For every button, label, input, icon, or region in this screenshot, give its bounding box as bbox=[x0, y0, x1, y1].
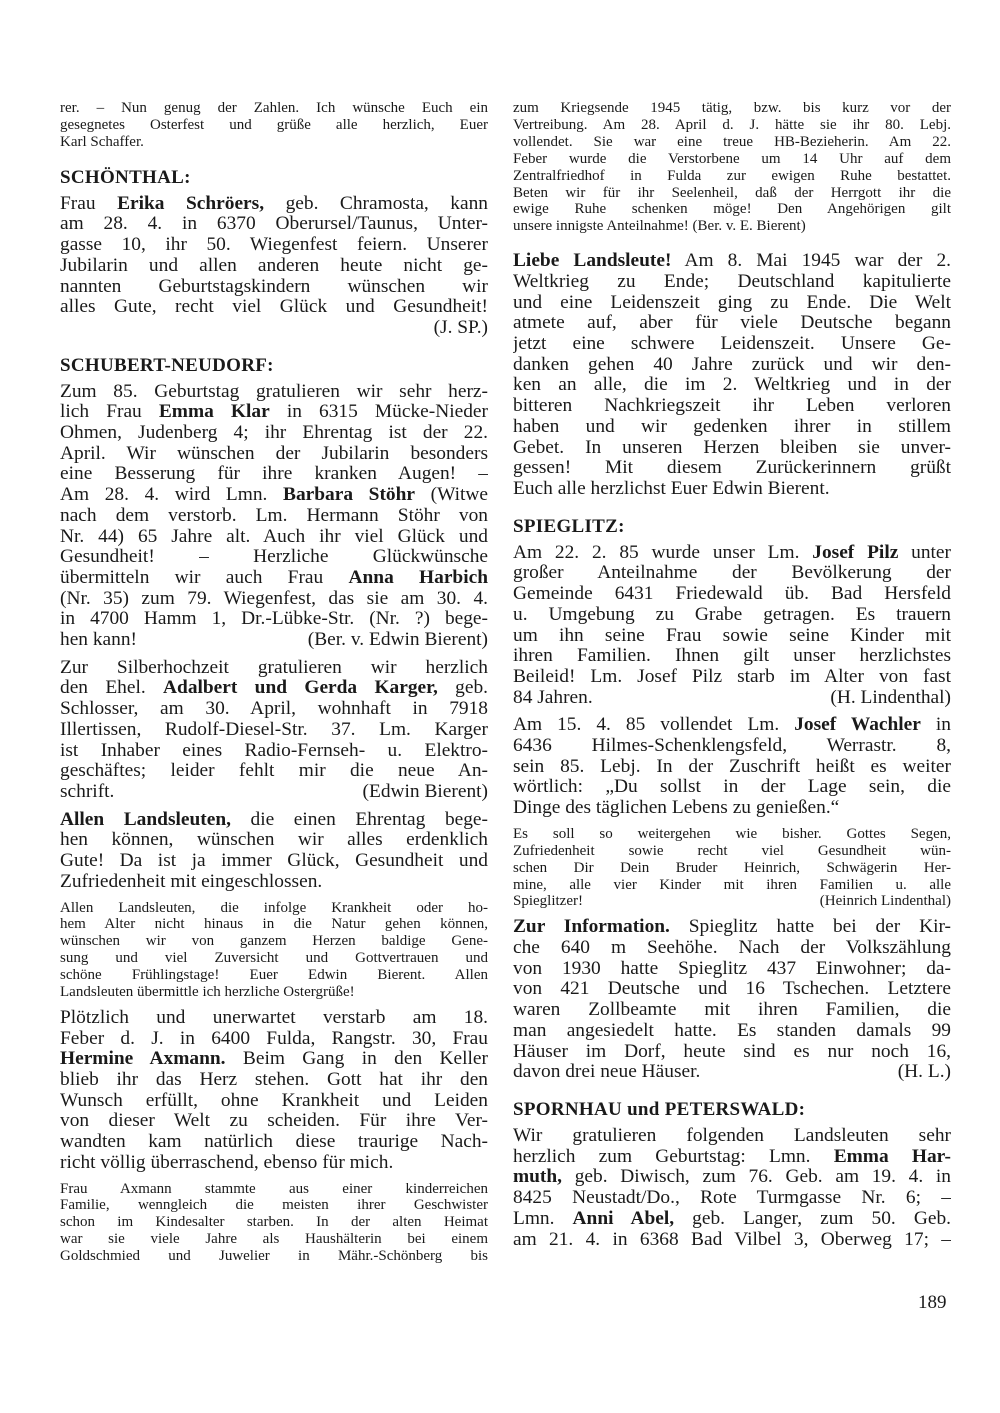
text-line bbox=[60, 402, 488, 423]
text-line: Gebet. In unseren Herzen bleiben sie unver- bbox=[513, 437, 951, 458]
text-run: geb. Chramosta, kann bbox=[264, 193, 488, 214]
text-line: ist Inhaber eines Radio-Fernseh- u. Elektro- bbox=[60, 740, 488, 761]
text-line: Es soll so weitergehen wie bisher. Gottes Segen, bbox=[513, 825, 951, 842]
paragraph bbox=[513, 715, 951, 819]
text-line bbox=[60, 782, 488, 803]
text-line: Zufriedenheit mit eingeschlossen. bbox=[60, 871, 323, 892]
bold-name: Josef Wachler bbox=[794, 715, 921, 736]
bold-name: muth, bbox=[513, 1167, 563, 1188]
bold-name: Emma Har- bbox=[833, 1146, 951, 1167]
attribution: (Heinrich Lindenthal) bbox=[819, 893, 951, 910]
text-run: geb. Langer, zum 50. Geb. bbox=[674, 1208, 951, 1229]
text-line bbox=[513, 1062, 951, 1083]
attribution: (J. SP.) bbox=[433, 317, 488, 338]
text-line: Zentralfriedhof in Fulda zur ewigen Ruhe bestattet. bbox=[513, 167, 951, 184]
paragraph bbox=[513, 917, 951, 1083]
text-line: von dieser Welt zu scheiden. Für ihre Ver- bbox=[60, 1111, 488, 1132]
paragraph bbox=[60, 810, 488, 893]
text-line: geschäftes; leider fehlt mir die neue An- bbox=[60, 761, 488, 782]
text-line: bitteren Nachkriegszeit ihr Leben verloren bbox=[513, 396, 951, 417]
text-line: gasse 10, ihr 50. Wiegenfest feiern. Unserer bbox=[60, 235, 488, 256]
text-line bbox=[513, 688, 951, 709]
text-line: Wunsch erfüllt, ohne Krankheit und Leiden bbox=[60, 1090, 488, 1111]
paragraph bbox=[60, 1008, 488, 1174]
text-run: geb. bbox=[437, 678, 488, 699]
text-run: Am 15. 4. 85 vollendet Lm. bbox=[513, 715, 795, 736]
right-column bbox=[513, 100, 951, 1257]
text-line: SPIEGLITZ: bbox=[513, 515, 625, 537]
text-run: Am 8. Mai 1945 war der 2. bbox=[671, 251, 951, 272]
paragraph bbox=[60, 194, 488, 339]
text-line: war sie viele Jahre als Haushälterin bei einem bbox=[60, 1231, 488, 1248]
text-run: unter bbox=[898, 542, 951, 563]
text-line: richt völlig überraschend, ebenso für mich. bbox=[60, 1152, 394, 1173]
small-paragraph bbox=[60, 1181, 488, 1266]
text-line: wörtlich: „Du sollst in der Lage sein, die bbox=[513, 777, 951, 798]
paragraph bbox=[513, 1126, 951, 1250]
bold-name: Josef Pilz bbox=[812, 542, 899, 563]
text-line: um ihn seine Frau sowie seine Kinder mit bbox=[513, 625, 951, 646]
text-line bbox=[513, 715, 951, 736]
attribution: (Ber. v. Edwin Bierent) bbox=[307, 630, 488, 651]
text-line: Karl Schaffer. bbox=[60, 133, 144, 150]
text-line: nach dem verstorb. Lm. Hermann Stöhr von bbox=[60, 505, 488, 526]
text-line bbox=[513, 1167, 951, 1188]
bold-name: Allen Landsleuten, bbox=[60, 809, 231, 830]
text-line: sung und viel Zuversicht und Gottvertrauen und bbox=[60, 950, 488, 967]
text-run: Spieglitz hatte bei der Kir- bbox=[669, 917, 951, 938]
text-line: Ohmen, Judenberg 4; ihr Ehrentag ist der 22. bbox=[60, 423, 488, 444]
text-line: Zur Silberhochzeit gratulieren wir herzlich bbox=[60, 657, 488, 678]
page-number: 189 bbox=[918, 1292, 947, 1313]
text-line: Euch alle herzlichst Euer Edwin Bierent. bbox=[513, 478, 830, 499]
text-line bbox=[60, 568, 488, 589]
text-line: Jubilarin und allen anderen heute nicht ge- bbox=[60, 255, 488, 276]
text-line: ken an alle, die im 2. Weltkrieg und in der bbox=[513, 375, 951, 396]
text-line: und eine Leidenszeit ging zu Ende. Die Welt bbox=[513, 292, 951, 313]
text-line: waren Zollbeamte mit ihren Familien, die bbox=[513, 1000, 951, 1021]
text-line: 8425 Neustadt/Do., Rote Turmgasse Nr. 6; – bbox=[513, 1188, 951, 1209]
text-line: man angesiedelt hatte. Es standen damals 99 bbox=[513, 1020, 951, 1041]
text-line: schon im Kindesalter starben. In der alten Heimat bbox=[60, 1214, 488, 1231]
text-line: gessen! Mit diesem Zurückerinnern grüßt bbox=[513, 458, 951, 479]
text-line: danken gehen 40 Jahre zurück und wir den- bbox=[513, 354, 951, 375]
text-run: Beim Gang in den Keller bbox=[225, 1049, 488, 1070]
paragraph bbox=[513, 543, 951, 709]
bold-name: Anna Harbich bbox=[348, 567, 488, 588]
text-run: hen kann! bbox=[60, 630, 137, 651]
text-line: jetzt eine schwere Leidenszeit. Unsere Ge- bbox=[513, 334, 951, 355]
paragraph bbox=[60, 382, 488, 651]
text-line: unsere innigste Anteilnahme! (Ber. v. E. Bierent) bbox=[513, 218, 806, 235]
bold-name: Hermine Axmann. bbox=[60, 1049, 226, 1070]
text-line: hem Alter nicht hinaus in die Natur gehen können, bbox=[60, 916, 488, 933]
text-run: davon drei neue Häuser. bbox=[513, 1062, 701, 1083]
text-line: Feber d. J. in 6400 Fulda, Rangstr. 30, Frau bbox=[60, 1028, 488, 1049]
text-line: SPORNHAU und PETERSWALD: bbox=[513, 1098, 806, 1120]
text-line: schöne Frühlingstage! Euer Edwin Bierent. Allen bbox=[60, 967, 488, 984]
small-paragraph bbox=[60, 900, 488, 1001]
text-line: von 421 Deutsche und 16 Tschechen. Letztere bbox=[513, 979, 951, 1000]
text-line: rer. – Nun genug der Zahlen. Ich wünsche Euch ein bbox=[60, 100, 488, 116]
text-line: April. Wir wünschen der Jubilarin besonders bbox=[60, 443, 488, 464]
text-line bbox=[513, 917, 951, 938]
text-run: in bbox=[920, 715, 951, 736]
text-run: geb. Diwisch, zum 76. Geb. am 19. 4. in bbox=[562, 1167, 951, 1188]
text-line: haben und wir gedenken ihrer in stillem bbox=[513, 416, 951, 437]
text-line: Feber wurde die Verstorbene um 14 Uhr auf dem bbox=[513, 150, 951, 167]
small-paragraph bbox=[60, 100, 488, 151]
text-line: eine Besserung für ihre kranken Augen! – bbox=[60, 464, 488, 485]
text-line: ihren Familien. Ihnen gilt unser herzlichstes bbox=[513, 646, 951, 667]
text-line: Beileid! Lm. Josef Pilz starb im Alter von fast bbox=[513, 666, 951, 687]
bold-name: Emma Klar bbox=[158, 402, 270, 423]
text-line: Schlosser, am 30. April, wohnhaft in 7918 bbox=[60, 699, 488, 720]
text-run: Spieglitzer! bbox=[513, 893, 583, 910]
text-run: den Ehel. bbox=[60, 678, 164, 699]
text-line bbox=[60, 485, 488, 506]
text-line: am 28. 4. in 6370 Oberursel/Taunus, Unter- bbox=[60, 214, 488, 235]
text-line: Wir gratulieren folgenden Landsleuten sehr bbox=[513, 1125, 951, 1146]
text-line: Goldschmied und Juwelier in Mähr.-Schönberg bis bbox=[60, 1248, 488, 1265]
text-line bbox=[513, 251, 951, 272]
text-line: atmete auf, aber für viele Deutsche begann bbox=[513, 313, 951, 334]
section-heading bbox=[60, 355, 488, 377]
section-heading bbox=[513, 1099, 951, 1121]
attribution: (H. Lindenthal) bbox=[830, 687, 951, 708]
text-line: alles Gute, recht viel Glück und Gesundheit! bbox=[60, 297, 488, 318]
text-run: Am 28. 4. wird Lmn. bbox=[60, 485, 284, 506]
text-line: Gemeinde 6431 Friedewald üb. Bad Hersfeld bbox=[513, 584, 951, 605]
text-line: blieb ihr das Herz stehen. Gott hat ihr den bbox=[60, 1070, 488, 1091]
text-line bbox=[513, 893, 951, 910]
left-column bbox=[60, 100, 488, 1272]
text-line bbox=[60, 194, 488, 215]
text-run: (Witwe bbox=[415, 485, 488, 506]
small-paragraph bbox=[513, 826, 951, 911]
text-line bbox=[60, 678, 488, 699]
attribution: (H. L.) bbox=[897, 1062, 951, 1083]
text-line: Vertreibung. Am 28. April d. J. hätte sie ihr 80. Lebj. bbox=[513, 116, 951, 133]
text-line: Zufriedenheit sowie recht viel Gesundheit wün- bbox=[513, 842, 951, 859]
text-line: Gesundheit! – Herzliche Glückwünsche bbox=[60, 547, 488, 568]
paragraph bbox=[60, 658, 488, 803]
text-line: SCHÖNTHAL: bbox=[60, 166, 191, 188]
text-run: in 6315 Mücke-Nieder bbox=[269, 402, 488, 423]
bold-name: Zur Information. bbox=[513, 917, 670, 938]
text-run: lich Frau bbox=[60, 402, 159, 423]
text-run: 84 Jahren. bbox=[513, 687, 593, 708]
text-line: sein 85. Lebj. In der Zuschrift heißt es weiter bbox=[513, 756, 951, 777]
text-line: Nr. 44) 65 Jahre alt. Auch ihr viel Glück und bbox=[60, 526, 488, 547]
text-line: Illertissen, Rudolf-Diesel-Str. 37. Lm. Karger bbox=[60, 719, 488, 740]
text-line: gesegnetes Osterfest und grüße alle herzlich, Euer bbox=[60, 116, 488, 133]
text-line: u. Umgebung zu Grabe getragen. Es trauern bbox=[513, 604, 951, 625]
text-line: Allen Landsleuten, die infolge Krankheit oder ho- bbox=[60, 899, 488, 916]
text-run: herzlich zum Geburtstag: Lmn. bbox=[513, 1146, 834, 1167]
text-line: 6436 Hilmes-Schenklengsfeld, Werrastr. 8, bbox=[513, 736, 951, 757]
text-run: Lmn. bbox=[513, 1208, 573, 1229]
text-line: Landsleuten übermittle ich herzliche Ostergrüße! bbox=[60, 984, 355, 1001]
text-line bbox=[60, 810, 488, 831]
text-line: wandten kam natürlich diese traurige Nach- bbox=[60, 1132, 488, 1153]
text-line: Gute! Da ist ja immer Glück, Gesundheit und bbox=[60, 851, 488, 872]
text-line: nannten Geburtstagskindern wünschen wir bbox=[60, 276, 488, 297]
text-line: Beten wir für ihr Seelenheil, daß der Herrgott ihr die bbox=[513, 184, 951, 201]
text-line: am 21. 4. in 6368 Bad Vilbel 3, Oberweg 17; – bbox=[513, 1229, 951, 1250]
text-line: Plötzlich und unerwartet verstarb am 18. bbox=[60, 1007, 488, 1028]
text-line: schen Dir Dein Bruder Heinrich, Schwägerin Her- bbox=[513, 859, 951, 876]
text-line: Weltkrieg zu Ende; Deutschland kapitulierte bbox=[513, 271, 951, 292]
text-line: zum Kriegsende 1945 tätig, bzw. bis kurz vor der bbox=[513, 100, 951, 116]
bold-name: Liebe Landsleute! bbox=[513, 251, 672, 272]
text-run: die einen Ehrentag bege- bbox=[230, 809, 488, 830]
text-line: ewige Ruhe schenken möge! Den Angehörigen gilt bbox=[513, 201, 951, 218]
section-heading bbox=[513, 516, 951, 538]
bold-name: Adalbert und Gerda Karger, bbox=[163, 678, 438, 699]
text-line: in 4700 Hamm 1, Dr.-Lübke-Str. (Nr. ?) bege- bbox=[60, 609, 488, 630]
text-line: Familie, wenngleich die meisten ihrer Geschwister bbox=[60, 1197, 488, 1214]
text-line bbox=[513, 543, 951, 564]
text-line: Frau Axmann stammte aus einer kinderreichen bbox=[60, 1180, 488, 1197]
bold-name: Barbara Stöhr bbox=[283, 485, 415, 506]
text-line: Häuser im Dorf, heute sind es nur noch 16, bbox=[513, 1041, 951, 1062]
text-line: großer Anteilnahme der Bevölkerung der bbox=[513, 563, 951, 584]
text-line bbox=[60, 1049, 488, 1070]
text-line bbox=[513, 1147, 951, 1168]
text-run: Am 22. 2. 85 wurde unser Lm. bbox=[513, 542, 813, 563]
bold-name: Erika Schröers, bbox=[117, 193, 265, 214]
text-line: wünschen wir von ganzem Herzen baldige Gene- bbox=[60, 933, 488, 950]
text-run: übermitteln wir auch Frau bbox=[60, 567, 349, 588]
bold-name: Anni Abel, bbox=[572, 1208, 675, 1229]
paragraph bbox=[513, 251, 951, 499]
text-run: Frau bbox=[60, 193, 118, 214]
section-heading bbox=[60, 167, 488, 189]
text-line: che 640 m Seehöhe. Nach der Volkszählung bbox=[513, 938, 951, 959]
small-paragraph bbox=[513, 100, 951, 235]
text-line: SCHUBERT-NEUDORF: bbox=[60, 354, 274, 376]
text-line: mine, alle vier Kinder mit ihren Familien u. alle bbox=[513, 876, 951, 893]
text-line: hen können, wünschen wir alles erdenklich bbox=[60, 830, 488, 851]
text-line: Dinge des täglichen Lebens zu genießen.“ bbox=[513, 798, 840, 819]
text-line bbox=[513, 1209, 951, 1230]
text-line: Zum 85. Geburtstag gratulieren wir sehr herz- bbox=[60, 381, 488, 402]
attribution: (Edwin Bierent) bbox=[362, 782, 488, 802]
text-line bbox=[60, 630, 488, 651]
text-line: vollendet. Sie war eine treue HB-Bezieherin. Am 22. bbox=[513, 133, 951, 150]
text-line: von 1930 hatte Spieglitz 437 Einwohner; da- bbox=[513, 958, 951, 979]
text-run: schrift. bbox=[60, 782, 115, 802]
text-line: (Nr. 35) zum 79. Wiegenfest, das sie am 30. 4. bbox=[60, 588, 488, 609]
